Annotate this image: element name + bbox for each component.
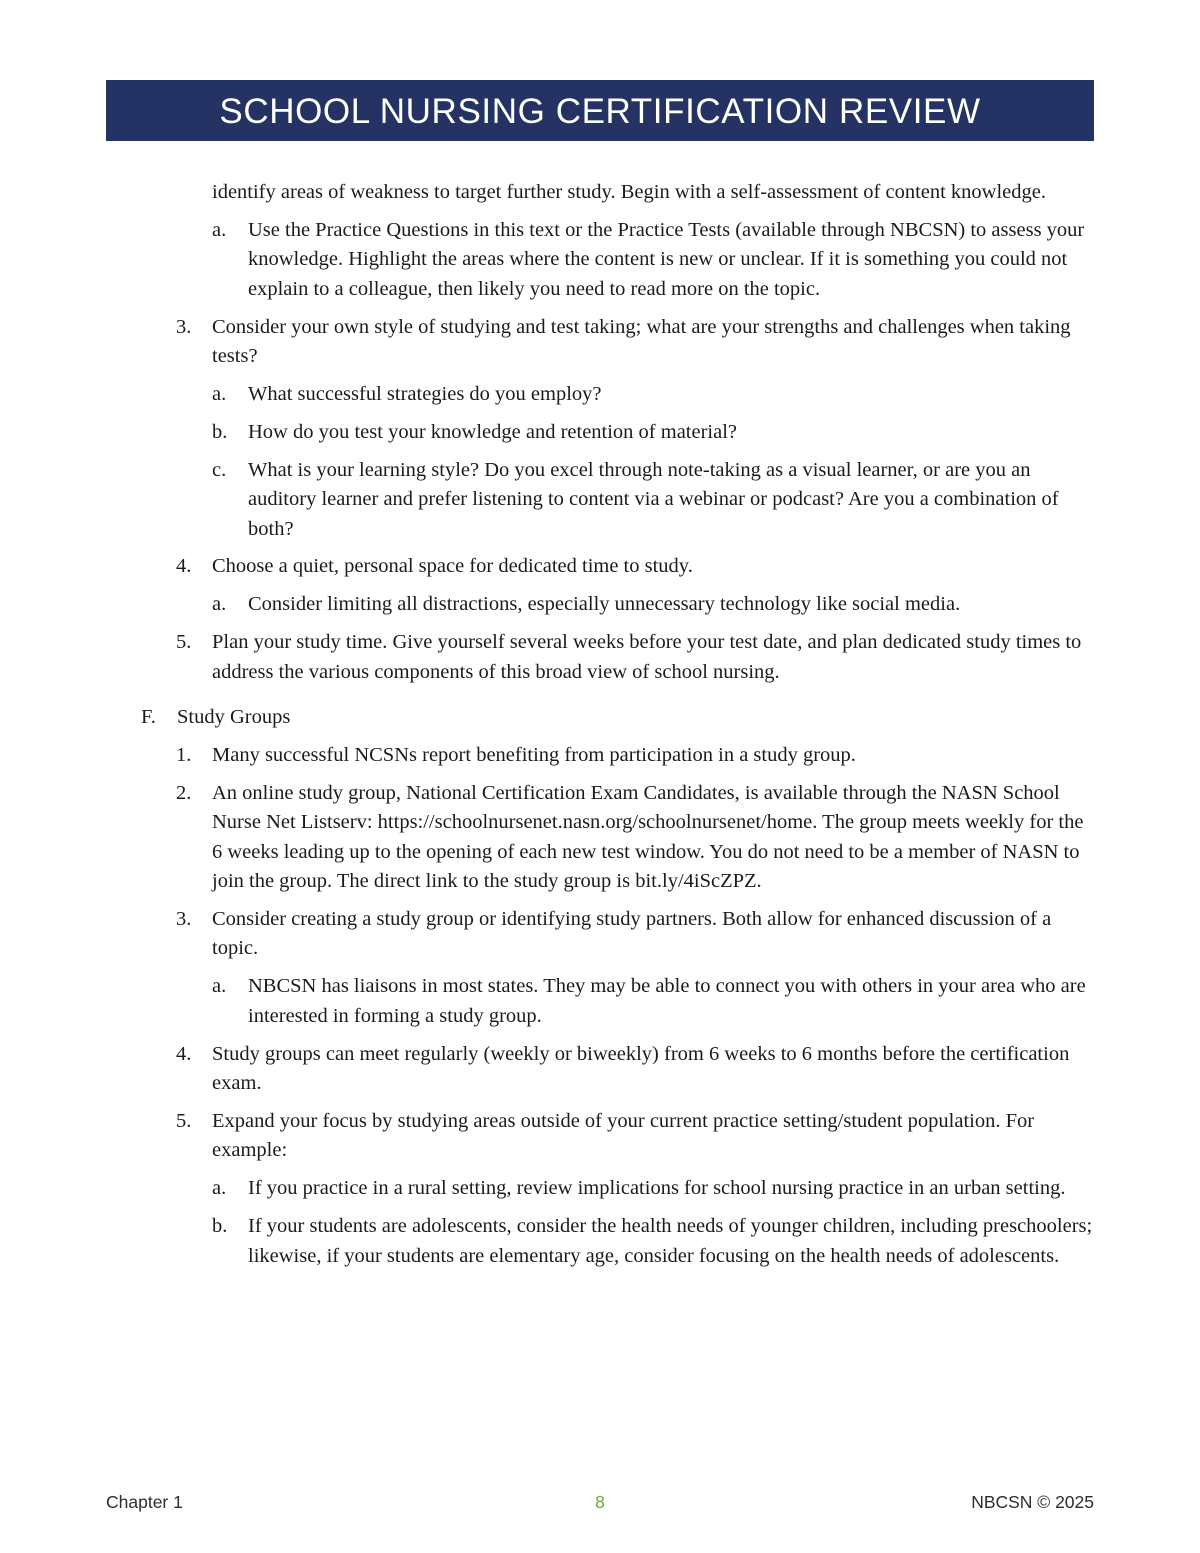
list-item — [0, 590, 1094, 619]
list-item — [0, 628, 1094, 687]
list-marker: 5. — [176, 1109, 192, 1132]
list-marker: 4. — [176, 555, 192, 578]
list-marker: a. — [212, 593, 227, 616]
list-item-text: Consider your own style of studying and test taking; what are your strengths and challenges when taking tests? — [212, 315, 1071, 368]
page-content — [0, 178, 1200, 1271]
list-marker: 1. — [176, 744, 192, 766]
list-item — [0, 779, 1094, 897]
list-item-text: NBCSN has liaisons in most states. They may be able to connect you with others in your area who are interested in forming a study group. — [248, 975, 1086, 1027]
list-item — [0, 1107, 1094, 1166]
list-item-text: Expand your focus by studying areas outside of your current practice setting/student population. For example: — [212, 1109, 1035, 1162]
list-item-text: How do you test your knowledge and retention of material? — [248, 420, 738, 443]
section-title: Study Groups — [177, 706, 291, 729]
list-item-text: Use the Practice Questions in this text or the Practice Tests (available through NBCSN) to assess your knowledge. Highlight the areas where the content is new or unclear. If it is something you could not explain to a colleague, then likely you need to read more on the topic. — [248, 218, 1085, 300]
list-marker: a. — [212, 218, 227, 241]
list-marker: c. — [212, 458, 227, 481]
list-item — [0, 216, 1094, 304]
list-item-text: Many successful NCSNs report benefiting from participation in a study group. — [212, 744, 856, 766]
list-item — [0, 1174, 1094, 1203]
list-item — [0, 1040, 1094, 1099]
footer-page-number: 8 — [595, 1492, 605, 1512]
header-title: SCHOOL NURSING CERTIFICATION REVIEW — [219, 91, 981, 131]
list-marker: 5. — [176, 631, 192, 654]
footer-chapter: Chapter 1 — [106, 1492, 183, 1512]
section-heading — [0, 703, 1094, 732]
list-item — [0, 972, 1094, 1031]
page-header-banner — [106, 80, 1094, 141]
list-item-text: Consider limiting all distractions, especially unnecessary technology like social media. — [248, 593, 961, 616]
page-footer — [106, 1492, 1094, 1516]
list-item — [0, 313, 1094, 372]
list-item-text: What is your learning style? Do you excel through note-taking as a visual learner, or are you an auditory learner and prefer listening to content via a webinar or podcast? Are you a combination of both? — [248, 458, 1059, 540]
list-marker: 2. — [176, 781, 192, 804]
list-marker: a. — [212, 382, 227, 405]
list-item — [0, 418, 1094, 447]
list-item-text: Plan your study time. Give yourself several weeks before your test date, and plan dedicated study times to address the various components of this broad view of school nursing. — [212, 631, 1082, 683]
footer-copyright: NBCSN © 2025 — [971, 1492, 1094, 1512]
list-marker: b. — [212, 420, 228, 443]
list-item — [0, 456, 1094, 544]
list-item-text: Study groups can meet regularly (weekly or biweekly) from 6 weeks to 6 months before the certification exam. — [212, 1042, 1070, 1095]
list-marker: 3. — [176, 315, 192, 338]
list-marker: a. — [212, 1177, 227, 1200]
list-marker: 4. — [176, 1042, 192, 1065]
list-item — [0, 1212, 1094, 1271]
list-item-text: Choose a quiet, personal space for dedicated time to study. — [212, 555, 693, 578]
list-marker: 3. — [176, 908, 192, 931]
list-item — [0, 905, 1094, 964]
list-marker: b. — [212, 1215, 228, 1238]
list-item-text: If your students are adolescents, consider the health needs of younger children, including preschoolers; likewise, if your students are elementary age, consider focusing on the health needs of adolescents. — [248, 1215, 1093, 1267]
intro-paragraph: identify areas of weakness to target further study. Begin with a self-assessment of content knowledge. — [212, 181, 1047, 203]
list-item — [0, 552, 1094, 581]
list-item — [0, 380, 1094, 409]
list-item-text: If you practice in a rural setting, review implications for school nursing practice in an urban setting. — [248, 1177, 1066, 1200]
list-item-text: Consider creating a study group or identifying study partners. Both allow for enhanced discussion of a topic. — [212, 908, 1052, 960]
list-item-text: An online study group, National Certification Exam Candidates, is available through the NASN School Nurse Net Listserv: https://schoolnursenet.nasn.org/schoolnursenet/home. The group meets weekly for the 6 weeks leading up to the opening of each new test window. You do not need to be a member of NASN to join the group. The direct link to the study group is bit.ly/4iScZPZ. — [212, 781, 1084, 893]
section-marker: F. — [141, 706, 156, 729]
list-item-text: What successful strategies do you employ? — [248, 382, 602, 405]
list-marker: a. — [212, 975, 227, 998]
list-item — [0, 741, 1094, 770]
